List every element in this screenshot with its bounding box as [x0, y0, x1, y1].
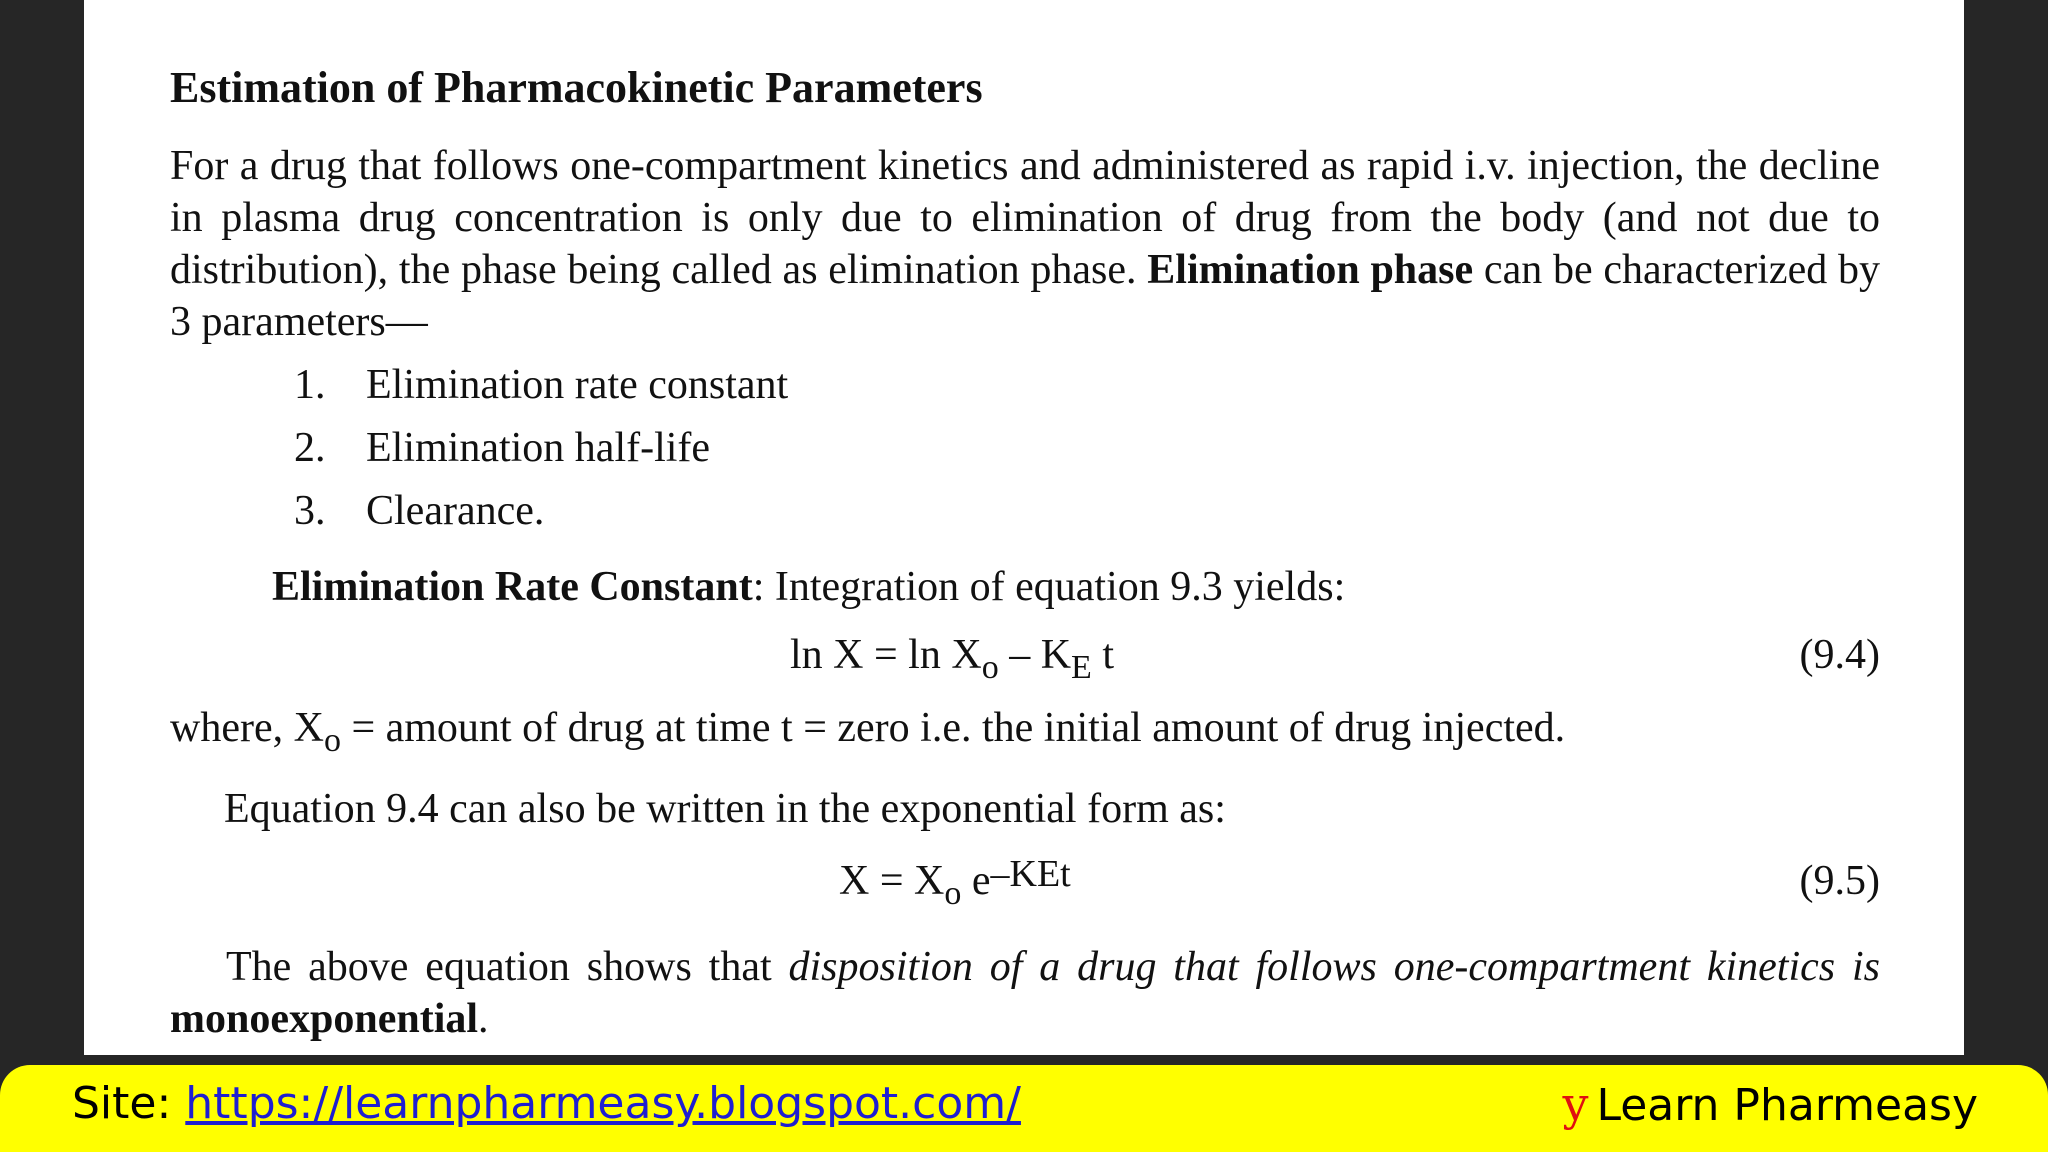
erc-text: : Integration of equation 9.3 yields:: [752, 564, 1346, 610]
site-info: [72, 1075, 1021, 1133]
conclusion-italic: disposition of a drug that follows one-compartment kinetics is: [788, 944, 1880, 990]
equation-9-5: [839, 855, 1071, 910]
exponential-form-intro: Equation 9.4 can also be written in the exponential form as:: [224, 786, 1226, 832]
erc-bold-term: Elimination Rate Constant: [272, 564, 753, 610]
intro-text-1: For a drug that follows one-compartment kinetics and administered as rapid i.v. injection, the decline in plasma drug concentration is only due to elimination of drug from the body (and not due to distribution), the phase being called as elimination phase.: [170, 143, 1880, 293]
elimination-rate-constant-line: [272, 561, 1345, 613]
list-item-label: Elimination rate constant: [366, 362, 789, 408]
site-link[interactable]: https://learnpharmeasy.blogspot.com/: [185, 1078, 1021, 1129]
eq94-tail: t: [1091, 632, 1114, 678]
list-item-number: 2.: [294, 425, 326, 471]
where-post: = amount of drug at time t = zero i.e. the initial amount of drug injected.: [340, 705, 1566, 751]
eq95-exponent: –KEt: [990, 853, 1071, 895]
eq95-lhs: X = X: [839, 858, 945, 904]
conclusion-bold: monoexponential: [170, 996, 479, 1042]
equation-number-9-5: (9.5): [1799, 858, 1880, 904]
brand-name: Learn Pharmeasy: [1596, 1080, 1978, 1131]
intro-paragraph: [170, 140, 1880, 348]
eq94-mid: – K: [998, 632, 1072, 678]
eq94-sub-0: o: [981, 649, 999, 686]
equation-number-9-4: (9.4): [1799, 632, 1880, 678]
list-item: [294, 359, 788, 422]
list-item-number: 1.: [294, 362, 326, 408]
list-item-label: Elimination half-life: [366, 425, 711, 471]
list-item: [294, 422, 788, 485]
brand: [1562, 1075, 1978, 1135]
eq95-sub-0: o: [944, 875, 962, 912]
parameter-list: [294, 359, 788, 548]
where-pre: where, X: [170, 705, 324, 751]
list-item: [294, 485, 788, 548]
eq94-lhs: ln X = ln X: [790, 632, 982, 678]
conclusion-paragraph: [170, 941, 1880, 1045]
equation-9-4: [790, 629, 1114, 684]
where-sub: o: [323, 722, 341, 759]
footer-banner: [0, 1065, 2048, 1152]
list-item-number: 3.: [294, 488, 326, 534]
conclusion-text: The above equation shows that: [226, 944, 789, 990]
intro-text-2: can be characterized by 3 parameters—: [170, 247, 1880, 345]
brand-logo-icon: y: [1562, 1077, 1589, 1131]
where-line: [170, 702, 1565, 757]
intro-bold-term: Elimination phase: [1147, 247, 1474, 293]
eq95-base: e: [961, 858, 991, 904]
document-page: [84, 0, 1964, 1055]
site-label: Site:: [72, 1078, 186, 1129]
page-heading: Estimation of Pharmacokinetic Parameters: [170, 63, 983, 112]
list-item-label: Clearance.: [366, 488, 545, 534]
eq94-sub-e: E: [1071, 649, 1092, 686]
conclusion-end: .: [478, 996, 489, 1042]
